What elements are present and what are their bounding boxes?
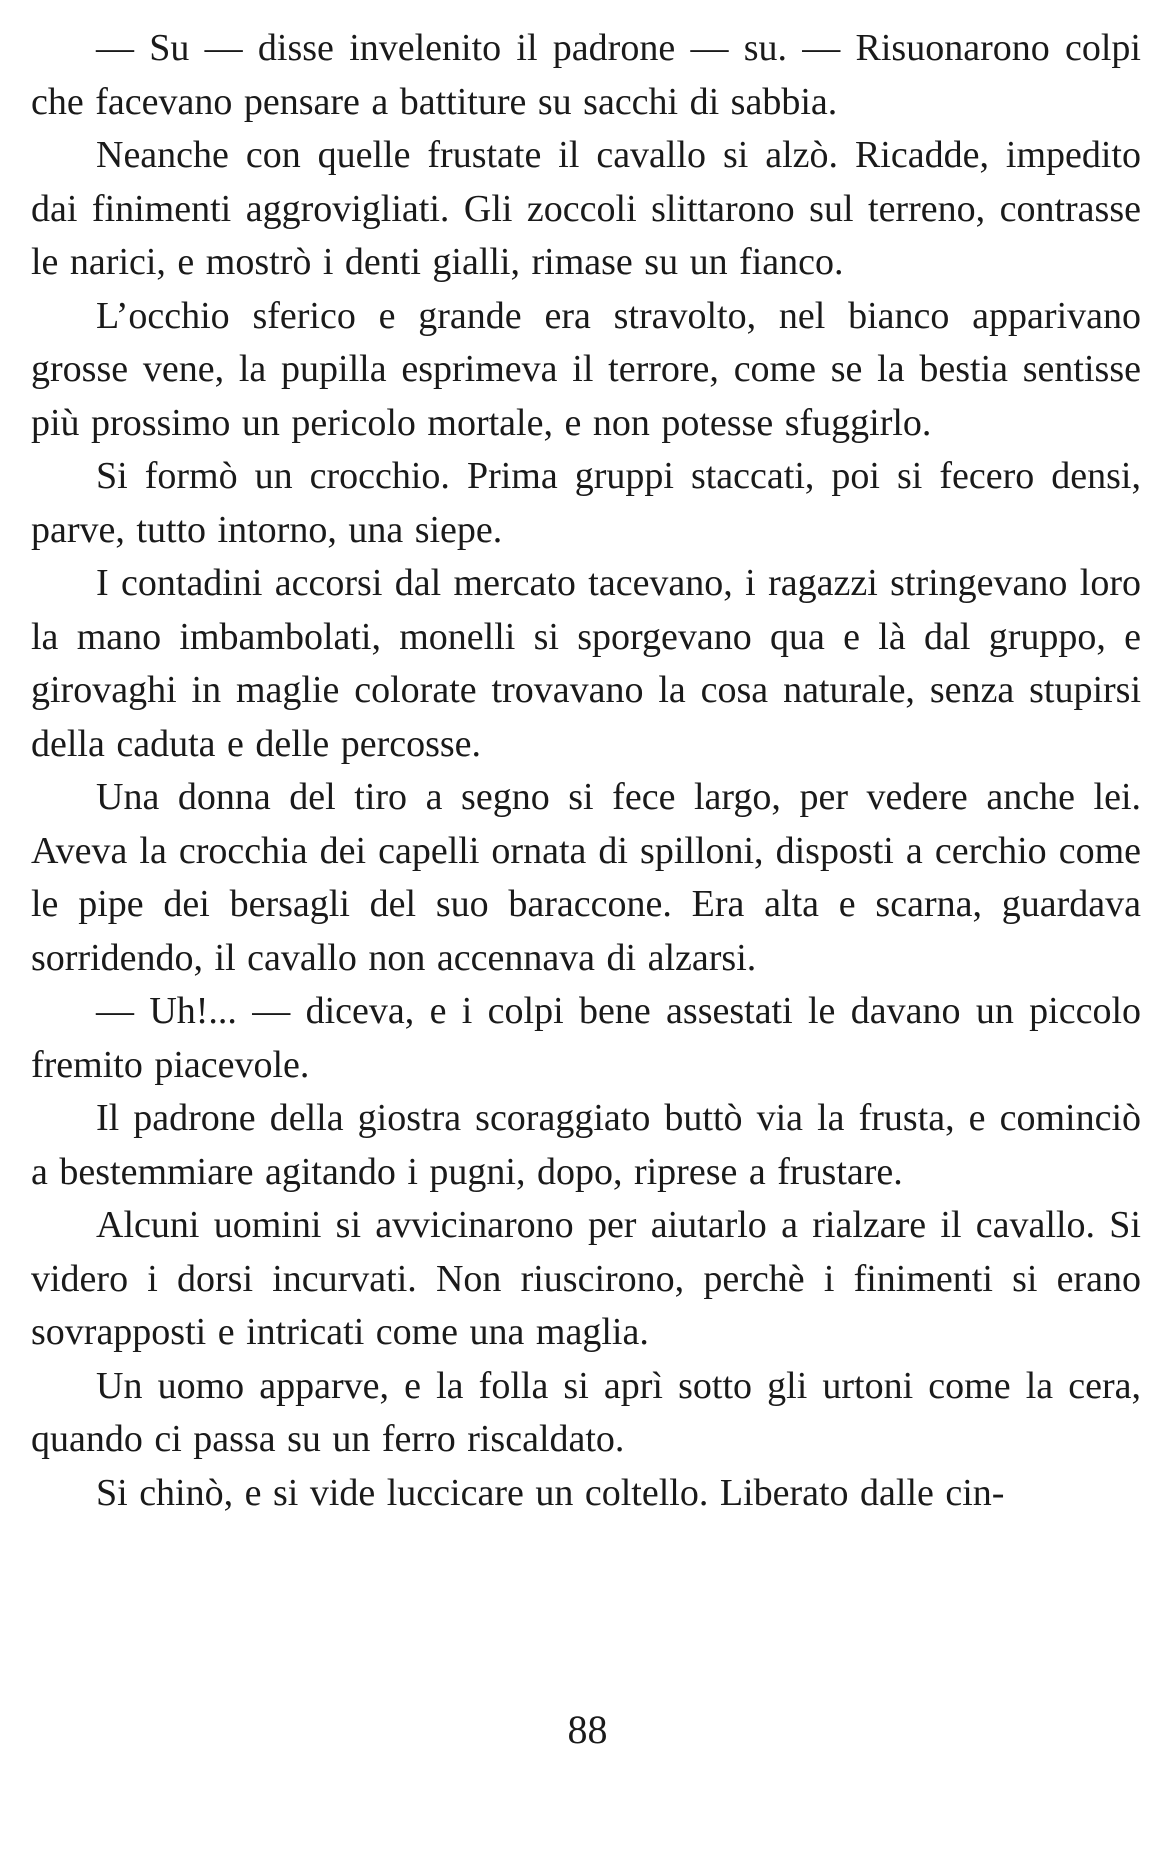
paragraph-6: Una donna del tiro a segno si fece largo, per vedere anche lei. Aveva la crocchia dei capelli ornata di spilloni, disposti a cerchio come le pipe dei bersagli del suo baraccone. Era alta e scarna, guardava sorridendo, il cavallo non accennava di alzarsi. bbox=[31, 776, 1141, 979]
paragraph-3: L’occhio sferico e grande era stravolto, nel bianco apparivano grosse vene, la pupilla esprimeva il terrore, come se la bestia sentisse più prossimo un pericolo mortale, e non potesse sfuggirlo. bbox=[31, 294, 1141, 444]
paragraph-9: Alcuni uomini si avvicinarono per aiutarlo a rialzare il cavallo. Si videro i dorsi incurvati. Non riuscirono, perchè i finimenti si erano sovrapposti e intricati come una maglia. bbox=[31, 1204, 1141, 1353]
paragraph-8: Il padrone della giostra scoraggiato buttò via la frusta, e cominciò a bestemmiare agitando i pugni, dopo, riprese a frustare. bbox=[31, 1097, 1141, 1193]
paragraph-2: Neanche con quelle frustate il cavallo si alzò. Ricadde, impedito dai finimenti aggrovigliati. Gli zoccoli slittarono sul terreno, contrasse le narici, e mostrò i denti gialli, rimase su un fianco. bbox=[31, 134, 1141, 283]
paragraph-4: Si formò un crocchio. Prima gruppi staccati, poi si fecero densi, parve, tutto intorno, una siepe. bbox=[31, 455, 1141, 551]
paragraph-7: — Uh!... — diceva, e i colpi bene assestati le davano un piccolo fremito piacevole. bbox=[31, 990, 1141, 1086]
paragraph-1: — Su — disse invelenito il padrone — su. — Risuonarono colpi che facevano pensare a battiture su sacchi di sabbia. bbox=[31, 27, 1141, 123]
paragraph-10: Un uomo apparve, e la folla si aprì sotto gli urtoni come la cera, quando ci passa su un ferro riscaldato. bbox=[31, 1364, 1141, 1460]
body-text bbox=[31, 22, 1141, 1520]
page-number: 88 bbox=[567, 1707, 608, 1752]
paragraph-11: Si chinò, e si vide luccicare un coltello. Liberato dalle cin- bbox=[96, 1471, 1005, 1514]
paragraph-5: I contadini accorsi dal mercato tacevano, i ragazzi stringevano loro la mano imbambolati, monelli si sporgevano qua e là dal gruppo, e girovaghi in maglie colorate trovavano la cosa naturale, senza stupirsi della caduta e delle percosse. bbox=[31, 562, 1141, 765]
